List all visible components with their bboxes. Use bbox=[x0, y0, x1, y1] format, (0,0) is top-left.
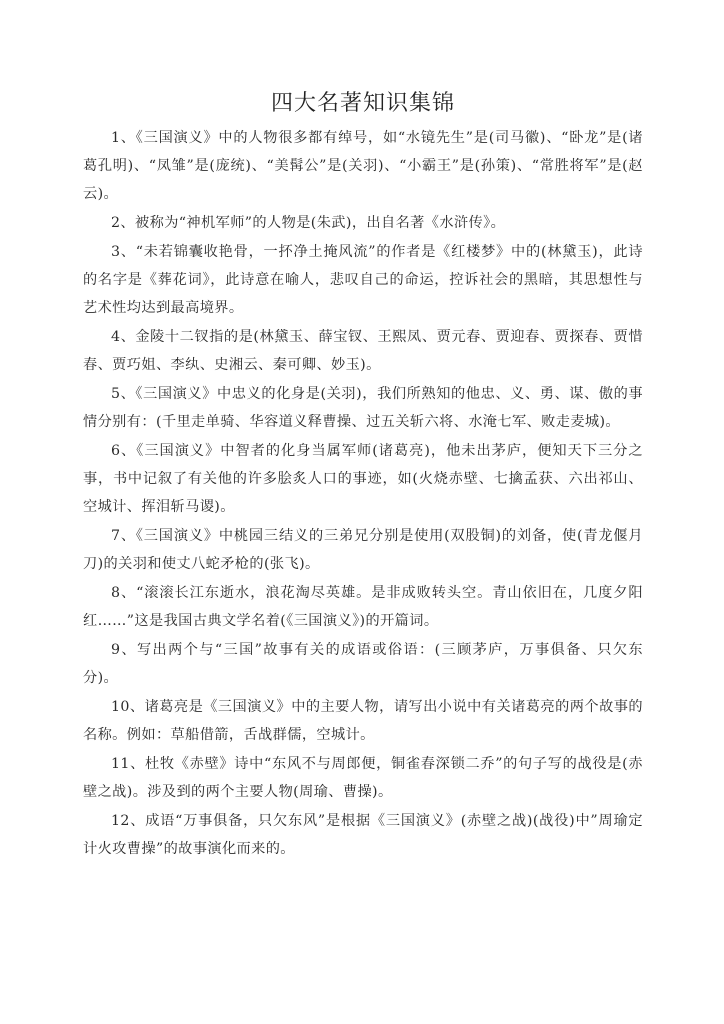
paragraph-12: 12、成语“万事俱备，只欠东风”是根据《三国演义》(赤壁之战)(战役)中”周瑜定计火攻曹操”的故事演化而来的。 bbox=[83, 813, 643, 857]
paragraph-7: 7、《三国演义》中桃园三结义的三弟兄分别是使用(双股铜)的刘备，使(青龙偃月刀)的关羽和使丈八蛇矛枪的(张飞)。 bbox=[83, 528, 643, 572]
document-title: 四大名著知识集锦 bbox=[270, 91, 455, 116]
paragraph-1: 1、《三国演义》中的人物很多都有绰号，如“水镜先生”是(司马徽)、“卧龙”是(诸葛孔明)、“凤雏”是(庞统)、“美髯公”是(关羽)、“小霸王”是(孙策)、“常胜将军”是(赵云)。 bbox=[83, 130, 643, 202]
paragraph-4: 4、金陵十二钗指的是(林黛玉、薛宝钗、王熙凤、贾元春、贾迎春、贾探春、贾惜春、贾巧姐、李纨、史湘云、秦可卿、妙玉)。 bbox=[83, 329, 643, 373]
paragraph-10: 10、诸葛亮是《三国演义》中的主要人物，请写出小说中有关诸葛亮的两个故事的名称。例如：草船借箭，舌战群儒，空城计。 bbox=[83, 699, 643, 743]
paragraph-3: 3、“未若锦囊收艳骨，一抔净土掩风流”的作者是《红楼梦》中的(林黛玉)，此诗的名字是《葬花词》，此诗意在喻人，悲叹自己的命运，控诉社会的黑暗，其思想性与艺术性均达到最高境界。 bbox=[83, 244, 643, 316]
paragraph-5: 5、《三国演义》中忠义的化身是(关羽)，我们所熟知的他忠、义、勇、谋、傲的事情分别有：(千里走单骑、华容道义释曹操、过五关斩六将、水淹七军、败走麦城)。 bbox=[83, 386, 643, 430]
paragraph-11: 11、杜牧《赤壁》诗中“东风不与周郎便，铜雀春深锁二乔”的句子写的战役是(赤壁之战)。涉及到的两个主要人物(周瑜、曹操)。 bbox=[83, 756, 643, 800]
paragraph-9: 9、写出两个与“三国”故事有关的成语或俗语：(三顾茅庐，万事俱备、只欠东分)。 bbox=[83, 642, 643, 686]
paragraph-8: 8、“滚滚长江东逝水，浪花淘尽英雄。是非成败转头空。青山依旧在，几度夕阳红……”这是我国古典文学名着(《三国演义》)的开篇词。 bbox=[83, 585, 643, 629]
paragraph-6: 6、《三国演义》中智者的化身当属军师(诸葛亮)，他未出茅庐，便知天下三分之事，书中记叙了有关他的许多脍炙人口的事迹，如(火烧赤壁、七擒孟获、六出祁山、空城计、挥泪斩马谡)。 bbox=[83, 443, 643, 515]
paragraph-2: 2、被称为“神机军师”的人物是(朱武)，出自名著《水浒传》。 bbox=[111, 215, 506, 231]
document-page bbox=[83, 88, 643, 864]
